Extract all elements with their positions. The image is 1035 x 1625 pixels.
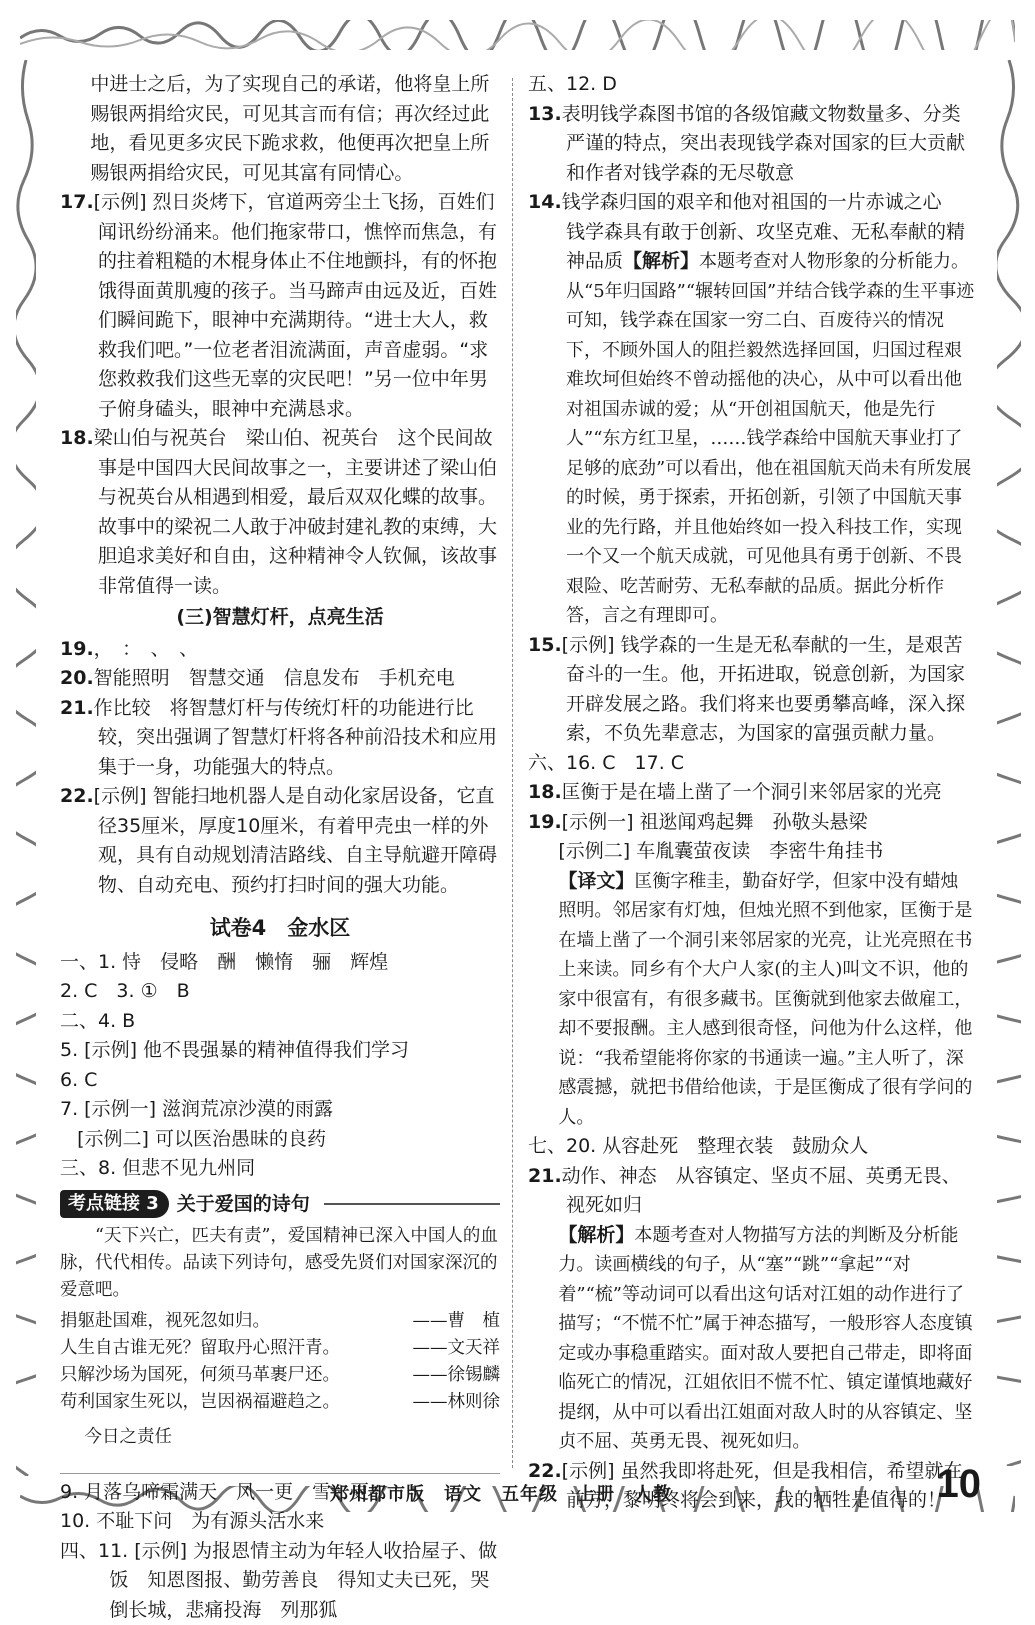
answer-17: [60, 188, 500, 424]
answer-19: [60, 635, 500, 665]
q22-number: 22.: [60, 785, 94, 807]
q18-text: 梁山伯与祝英台 梁山伯、祝英台 这个民间故事是中国四大民间故事之一，主要讲述了梁山伯与祝英台从相遇到相爱，最后双双化蝶的故事。故事中的梁祝二人敢于冲破封建礼教的束缚，大胆追求美好和自由，这种精神令人钦佩，该故事非常值得一读。: [94, 427, 497, 597]
r21-number: 21.: [528, 1165, 562, 1187]
r19-text-a: [示例一] 祖逖闻鸡起舞 孙敬头悬梁: [562, 811, 868, 833]
q21-text: 作比较 将智慧灯杆与传统灯杆的功能进行比较，突出强调了智慧灯杆将各种前沿技术和应用集于一身，功能强大的特点。: [94, 697, 497, 778]
poem-text: 苟利国家生死以，岂因祸福避趋之。: [60, 1389, 340, 1416]
q22-text: [示例] 智能扫地机器人是自动化家居设备，它直径35厘米，厚度10厘米，有着甲壳虫一样的外观，具有自动规划清洁路线、自主导航避开障碍物、自动充电、预约打扫时间的强大功能。: [94, 785, 497, 896]
answer-s5: 5. [示例] 他不畏强暴的精神值得我们学习: [60, 1036, 500, 1066]
r14-analysis: 本题考查对人物形象的分析能力。从“5年归国路”“辗转回国”并结合钱学森的生平事迹可知，钱学森在国家一穷二白、百废待兴的情况下，不顾外国人的阻拦毅然选择回国，归国过程艰难坎坷但始终不曾动摇他的决心，从中可以看出他对祖国赤诚的爱；从“开创祖国航天，他是先行人”“东方红卫星，……钱学森给中国航天事业打了足够的底劲”可以看出，他在祖国航天尚未有所发展的时候，勇于探索，开拓创新，引领了中国航天事业的先行路，并且他始终如一投入科技工作，实现一个又一个航天成就，可见他具有勇于创新、不畏艰险、吃苦耐劳、无私奉献的品质。据此分析作答，言之有理即可。: [566, 251, 974, 626]
answer-r15: [528, 631, 976, 749]
footer-edition: 郑州都市版 语文 五年级 上册 人教: [330, 1480, 672, 1506]
left-border-ornament: [16, 60, 36, 1476]
column-divider: [512, 78, 513, 1468]
r18-number: 18.: [528, 781, 562, 803]
q20-text: 智能照明 智慧交通 信息发布 手机充电: [94, 667, 455, 689]
r13-number: 13.: [528, 103, 562, 125]
answer-r18: [528, 778, 976, 808]
poem-list: [60, 1308, 500, 1416]
knowledge-link-intro: “天下兴亡，匹夫有责”，爱国精神已深入中国人的血脉，代代相传。品读下列诗句，感受先贤们对国家深沉的爱意吧。: [60, 1223, 500, 1304]
section-title: 试卷4 金水区: [60, 914, 500, 944]
answer-20: [60, 664, 500, 694]
r14-text: 钱学森归国的艰辛和他对祖国的一片赤诚之心 钱学森具有敢于创新、攻坚克难、无私奉献的精神品质: [562, 191, 965, 272]
r22-text: [示例] 虽然我即将赴死，但是我相信，希望就在前方，黎明终将会到来，我的牺牲是值得的！: [562, 1460, 963, 1512]
q19-number: 19.: [60, 638, 94, 660]
knowledge-link-title: 关于爱国的诗句: [177, 1190, 310, 1220]
answer-s7b: [示例二] 可以医治愚昧的良药: [60, 1125, 500, 1155]
left-column: [60, 70, 500, 1625]
answer-s10: 10. 不耻下问 为有源头活水来: [60, 1507, 500, 1537]
answer-s8: 三、8. 但悲不见九州同: [60, 1154, 500, 1184]
answer-s2: 2. C 3. ① B: [60, 977, 500, 1007]
r21-analysis: 本题考查对人物描写方法的判断及分析能力。读画横线的句子，从“塞”“跳”“拿起”“对着”“梳”等动词可以看出这句话对江姐的动作进行了描写；“不慌不忙”属于神态描写，一般形容人态度镇定或办事稳重踏实。面对敌人要把自己带走，即将面临死亡的情况，江姐依旧不慌不忙、镇定谨慎地藏好提纲，从中可以看出江姐面对敌人时的从容镇定、坚贞不屈、英勇无畏、视死如归。: [558, 1225, 972, 1453]
poem-author: ——曹 植: [413, 1308, 501, 1335]
answer-s11: 四、11. [示例] 为报恩情主动为年轻人收拾屋子、做饭 知恩图报、勤劳善良 得知丈夫已死，哭倒长城，悲痛投海 列那狐: [60, 1537, 500, 1625]
answer-r13: [528, 100, 976, 189]
knowledge-link-box: [60, 1190, 500, 1474]
poem-author: ——徐锡麟: [413, 1362, 501, 1389]
r15-number: 15.: [528, 634, 562, 656]
answer-21: [60, 694, 500, 783]
poem-line: [60, 1335, 500, 1362]
q20-number: 20.: [60, 667, 94, 689]
answer-22: [60, 782, 500, 900]
poem-text: 人生自古谁无死？留取丹心照汗青。: [60, 1335, 340, 1362]
answer-r20: 七、20. 从容赴死 整理衣装 鼓励众人: [528, 1132, 976, 1162]
answer-s7a: 7. [示例一] 滋润荒凉沙漠的雨露: [60, 1095, 500, 1125]
q17-text: [示例] 烈日炎烤下，官道两旁尘土飞扬，百姓们闻讯纷纷涌来。他们拖家带口，憔悴而焦急，有的拄着粗糙的木棍身体止不住地颤抖，有的怀抱饿得面黄肌瘦的孩子。当马蹄声由远及近，百姓们瞬间跪下，眼神中充满期待。“进士大人，救救我们吧。”一位老者泪流满面，声音虚弱。“求您救救我们这些无辜的灾民吧！”另一位中年男子俯身磕头，眼神中充满恳求。: [94, 191, 497, 420]
poem-line: [60, 1389, 500, 1416]
r14-number: 14.: [528, 191, 562, 213]
q17-number: 17.: [60, 191, 94, 213]
page-number: 10: [937, 1462, 982, 1507]
answer-s1: 一、1. 恃 侵略 酬 懒惰 骊 辉煌: [60, 948, 500, 978]
answer-r19-translation: [528, 867, 976, 1133]
r19-translation: 匡衡字稚圭，勤奋好学，但家中没有蜡烛照明。邻居家有灯烛，但烛光照不到他家，匡衡于是在墙上凿了一个洞引来邻居家的光亮，让光亮照在书上来读。同乡有个大户人家(的主人)叫文不识，他的家中很富有，有很多藏书。匡衡就到他家去做雇工，却不要报酬。主人感到很奇怪，问他为什么这样，他说：“我希望能将你家的书通读一遍。”主人听了，深感震撼，就把书借给他读，于是匡衡成了很有学问的人。: [558, 871, 972, 1128]
top-border-ornament: [20, 20, 1015, 50]
subsection-heading: (三)智慧灯杆，点亮生活: [60, 603, 500, 633]
knowledge-link-header: [60, 1190, 500, 1220]
header-rule: [324, 1203, 500, 1205]
answer-r21-analysis: [528, 1221, 976, 1457]
answer-r21: [528, 1162, 976, 1221]
poem-text: 只解沙场为国死，何须马革裹尸还。: [60, 1362, 340, 1389]
answer-r12: 五、12. D: [528, 70, 976, 100]
r18-text: 匡衡于是在墙上凿了一个洞引来邻居家的光亮: [562, 781, 942, 803]
answer-s9: 9. 月落乌啼霜满天 风一更 雪一更: [60, 1478, 500, 1508]
r15-text: [示例] 钱学森的一生是无私奉献的一生，是艰苦奋斗的一生。他，开拓进取，锐意创新，为国家开辟发展之路。我们将来也要勇攀高峰，深入探索，不负先辈意志，为国家的富强贡献力量。: [562, 634, 965, 745]
answer-r14: [528, 188, 976, 631]
knowledge-link-ending: 今日之责任: [60, 1424, 500, 1451]
r21-text: 动作、神态 从容镇定、坚贞不屈、英勇无畏、视死如归: [562, 1165, 961, 1217]
poem-line: [60, 1308, 500, 1335]
answer-s6: 6. C: [60, 1066, 500, 1096]
q19-text: ， ： 、 、: [94, 638, 199, 660]
analysis-tag: 【解析】: [623, 250, 699, 272]
analysis-tag: 【解析】: [558, 1224, 634, 1246]
answer-s3: 二、4. B: [60, 1007, 500, 1037]
knowledge-link-badge: 考点链接 3: [60, 1190, 169, 1218]
right-border-ornament: [997, 60, 1021, 1466]
poem-text: 捐躯赴国难，视死忽如归。: [60, 1308, 270, 1335]
answer-r19b: [示例二] 车胤囊萤夜读 李密牛角挂书: [528, 837, 976, 867]
r22-number: 22.: [528, 1460, 562, 1482]
r13-text: 表明钱学森图书馆的各级馆藏文物数量多、分类严谨的特点，突出表现钱学森对国家的巨大贡献和作者对钱学森的无尽敬意: [562, 103, 965, 184]
answer-r16: 六、16. C 17. C: [528, 749, 976, 779]
r19-number: 19.: [528, 811, 562, 833]
answer-16-continuation: 中进士之后，为了实现自己的承诺，他将皇上所赐银两捐给灾民，可见其言而有信；再次经过此地，看见更多灾民下跪求救，他便再次把皇上所赐银两捐给灾民，可见其富有同情心。: [60, 70, 500, 188]
answer-18: [60, 424, 500, 601]
poem-line: [60, 1362, 500, 1389]
answer-r19: [528, 808, 976, 838]
q18-number: 18.: [60, 427, 94, 449]
poem-author: ——林则徐: [413, 1389, 501, 1416]
translation-tag: 【译文】: [558, 870, 634, 892]
right-column: [528, 70, 976, 1516]
q21-number: 21.: [60, 697, 94, 719]
poem-author: ——文天祥: [413, 1335, 501, 1362]
